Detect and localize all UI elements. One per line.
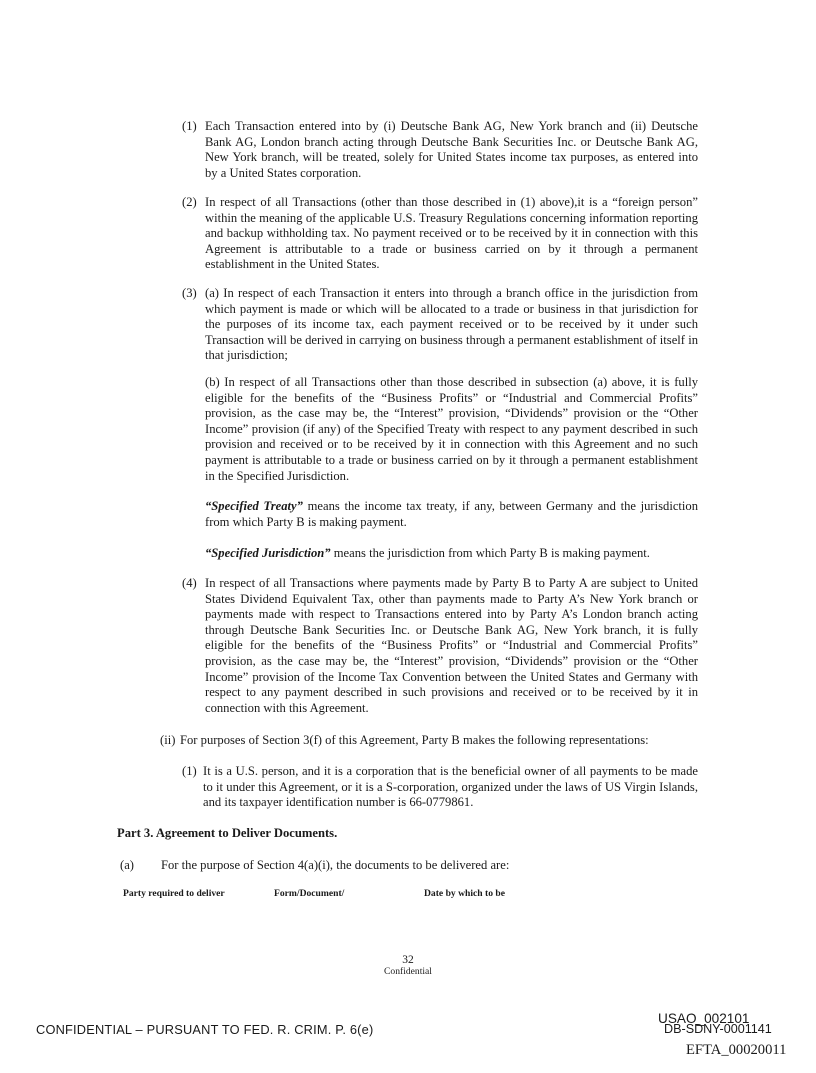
bates-db: DB-SDNY-0001141: [664, 1022, 772, 1036]
item-text: Each Transaction entered into by (i) Deutsche Bank AG, New York branch and (ii) Deutsche Bank AG, London branch acting through Deutsche Bank Securities Inc. or Deutsche Bank AG, New York branch, will be treated, solely for United States income tax purposes, as entered into by a United States corporation.: [205, 119, 698, 180]
item-number: (1): [182, 764, 197, 778]
item-number: (4): [182, 576, 197, 590]
definition-text: means the income tax treaty, if any, between Germany and the jurisdiction from which Party B is making payment.: [205, 499, 699, 529]
item-number: (2): [182, 195, 197, 209]
defined-term: “Specified Jurisdiction”: [205, 546, 331, 560]
column-header-party: Party required to deliver: [123, 888, 225, 899]
page-number: 32: [402, 954, 414, 966]
paragraph-i-1: [182, 119, 698, 181]
bates-efta: EFTA_00020011: [686, 1042, 787, 1058]
paragraph-ii: [160, 733, 700, 749]
defined-term: “Specified Treaty”: [205, 499, 303, 513]
paragraph-i-4: [182, 576, 698, 716]
item-text: For purposes of Section 3(f) of this Agreement, Party B makes the following representations:: [180, 733, 649, 747]
paragraph-ii-1: [182, 764, 698, 811]
item-number: (3): [182, 286, 197, 300]
part3-a-text: For the purpose of Section 4(a)(i), the documents to be delivered are:: [161, 858, 510, 872]
paragraph-i-3b: [205, 375, 698, 484]
item-text: It is a U.S. person, and it is a corporation that is the beneficial owner of all payments to be made to it under this Agreement, or it is a S-corporation, organized under the laws of US Virgin Islands, and its taxpayer identification number is 66-0779861.: [203, 764, 698, 810]
paragraph-i-3a: [182, 286, 698, 364]
item-number: (1): [182, 119, 197, 133]
definition-text: means the jurisdiction from which Party B is making payment.: [330, 546, 650, 560]
item-number: (ii): [160, 733, 176, 747]
paragraph-i-2: [182, 195, 698, 273]
item-text: In respect of all Transactions where payments made by Party B to Party A are subject to United States Dividend Equivalent Tax, other than payments made to Party A’s New York branch or payments made with respect to Transactions entered into by Party A’s London branch acting through Deutsche Bank Securities Inc. or Deutsche Bank AG, New York branch, it is fully eligible for the benefits of the “Business Profits” or “Industrial and Commercial Profits” provision, as the case may be, the “Interest” provision, “Dividends” provision or the “Other Income” provision of the Income Tax Convention between the United States and Germany with respect to any payment described in such provisions and received or to be received by it in connection with this Agreement.: [205, 576, 698, 715]
confidential-notice: CONFIDENTIAL – PURSUANT TO FED. R. CRIM. P. 6(e): [36, 1022, 374, 1037]
item-text: In respect of all Transactions (other than those described in (1) above),it is a “foreign person” within the meaning of the applicable U.S. Treasury Regulations concerning information reporting and backup withholding tax. No payment received or to be received by it in connection with this Agreement is attributable to a trade or business carried on by it through a permanent establishment in the United States.: [205, 195, 698, 272]
column-header-form: Form/Document/: [274, 888, 345, 899]
part3-heading: Part 3. Agreement to Deliver Documents.: [117, 826, 338, 840]
item-text: (b) In respect of all Transactions other than those described in subsection (a) above, it is fully eligible for the benefits of the “Business Profits” or “Industrial and Commercial Profits” provision, as the case may be, the “Interest” provision, “Dividends” provision or the “Other Income” provision (if any) of the Specified Treaty with respect to any payment described in such provision and received or to be received by it in connection with this Agreement and no such payment is attributable to a trade or business carried on by it through a permanent establishment in the Specified Jurisdiction.: [205, 375, 698, 483]
bates-usao: USAO_002101: [658, 1011, 750, 1026]
definition-specified-treaty: [205, 499, 698, 530]
definition-specified-jurisdiction: [205, 546, 698, 562]
part3-a-label: (a): [120, 858, 134, 872]
column-header-date: Date by which to be: [424, 888, 506, 899]
item-text: (a) In respect of each Transaction it enters into through a branch office in the jurisdiction from which payment is made or which will be allocated to a trade or business in that jurisdiction for the purposes of its income tax, each payment received or to be received by it under such Transaction will be derived in carrying on business through a permanent establishment of itself in that jurisdiction;: [205, 286, 698, 363]
page-confidential-label: Confidential: [384, 966, 432, 977]
